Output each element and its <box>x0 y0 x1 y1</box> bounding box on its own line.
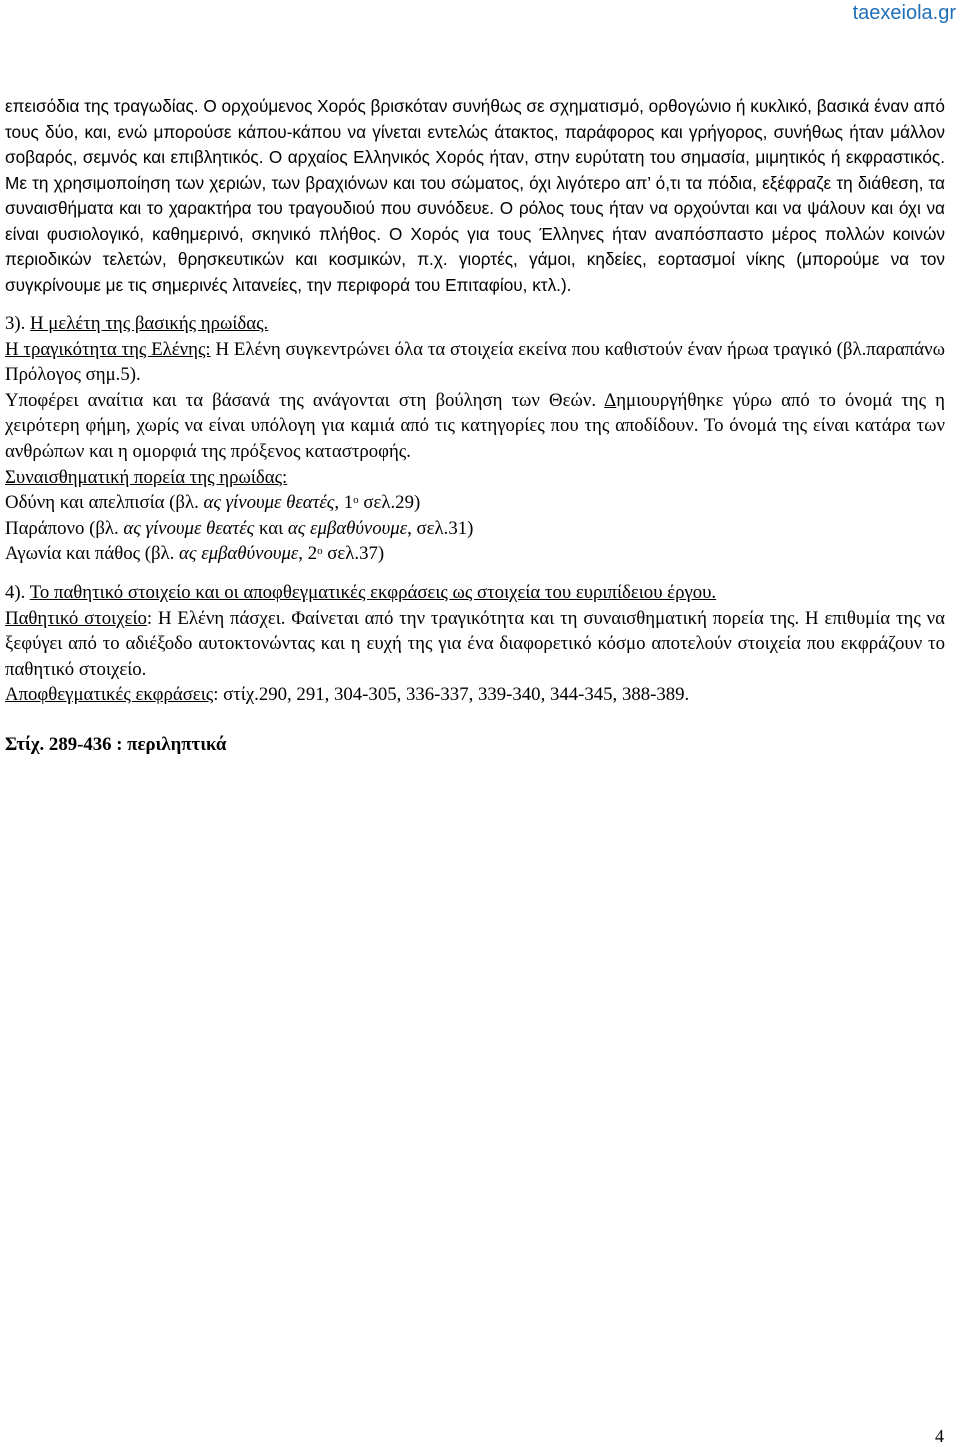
document-page <box>5 94 945 756</box>
pathos-label: Παθητικό στοιχείο <box>5 607 147 629</box>
path-line-2: Παράπονο (βλ. ας γίνουμε θεατές και ας εμβαθύνουμε, σελ.31) <box>5 517 474 539</box>
section-4-number: 4). <box>5 581 26 603</box>
next-section-title: Στίχ. 289-436 : περιληπτικά <box>5 733 227 755</box>
path-label: Συναισθηματική πορεία της ηρωίδας: <box>5 466 288 488</box>
section-3-heading <box>5 311 945 337</box>
tragic-text: Η Ελένη συγκεντρώνει όλα τα στοιχεία εκείνα που καθιστούν έναν ήρωα τραγικό (βλ.παραπάνω Πρόλογος σημ.5). <box>5 338 946 386</box>
path-line-1: Οδύνη και απελπισία (βλ. ας γίνουμε θεατές, $1^o$ σελ.29) <box>5 492 421 514</box>
site-watermark: taexeiola.gr <box>852 2 956 24</box>
section-4-title: Το παθητικό στοιχείο και οι αποφθεγματικές εκφράσεις ως στοιχεία του ευριπίδειου έργου. <box>29 581 717 603</box>
page-number: 4 <box>935 1426 944 1446</box>
pathos-paragraph <box>5 606 945 683</box>
tragic-label: Η τραγικότητα της Ελένης: <box>5 338 211 360</box>
path-heading <box>5 465 945 491</box>
suffering-paragraph <box>5 388 945 465</box>
path-line-3: Αγωνία και πάθος (βλ. ας εμβαθύνουμε, $2^o$ σελ.37) <box>5 543 385 565</box>
tragic-paragraph <box>5 337 945 388</box>
aphorism-paragraph <box>5 682 945 708</box>
section-4-heading <box>5 580 945 606</box>
suffering-text: Υποφέρει αναίτια και τα βάσανά της ανάγονται στη βούληση των Θεών. <box>5 389 605 411</box>
suffering-underlined-letter: Δ <box>604 389 617 411</box>
intro-paragraph: επεισόδια της τραγωδίας. Ο ορχούμενος Χορός βρισκόταν συνήθως σε σχηματισμό, ορθογώνιο ή κυκλικό, βασικά έναν από τους δύο, και, ενώ μπορούσε κάπου-κάπου να γίνεται εντελώς άτακτος, παράφορος και γρήγορος, συνήθως ήταν μάλλον σοβαρός, σεμνός και επιβλητικός. Ο αρχαίος Ελληνικός Χορός ήταν, στην ευρύτατη του σημασία, μιμητικός ή εκφραστικός. Με τη χρησιμοποίηση των χεριών, των βραχιόνων και του σώματος, όχι λιγότερο απ’ ό,τι τα πόδια, εξέφραζε τη διάθεση, τα συναισθήματα και το χαρακτήρα του τραγουδιού που συνόδευε. Ο ρόλος τους ήταν να ορχούνται και να ψάλουν και όχι να είναι φυσιολογικό, καθημερινό, σκηνικό πλήθος. Ο Χορός για τους Έλληνες ήταν αναπόσπαστο μέρος πολλών κοινών περιοδικών τελετών, θρησκευτικών και κοσμικών, π.χ. γιορτές, γάμοι, κηδείες, εορτασμοί νίκης (μπορούμε να τον συγκρίνουμε με τις σημερινές λιτανείες, την περιφορά του Επιταφίου, κτλ.). <box>5 96 945 295</box>
section-3-number: 3). <box>5 313 26 334</box>
section-3-title: Η μελέτη της βασικής ηρωίδας. <box>30 313 269 334</box>
aphorism-text: : στίχ.290, 291, 304-305, 336-337, 339-340, 344-345, 388-389. <box>213 684 690 706</box>
suffering-text-continued: ημιουργήθηκε γύρω από το όνομά της η χειρότερη φήμη, χωρίς να είναι υπόλογη για καμιά από τις κατηγορίες που της αποδίδουν. Το όνομά της είναι κατάρα των ανθρώπων και η ομορφιά της πρόξενος καταστροφής. <box>5 389 945 462</box>
aphorism-label: Αποφθεγματικές εκφράσεις <box>5 684 214 706</box>
pathos-text: : Η Ελένη πάσχει. Φαίνεται από την τραγικότητα και τη συναισθηματική πορεία της. Η επιθυμία της να ξεφύγει από το αδιέξοδο αυτοκτονώντας και η ευχή της για ένα διαφορετικό κόσμο αποτελούν στοιχεία που εκφράζουν το παθητικό στοιχείο. <box>5 607 945 680</box>
